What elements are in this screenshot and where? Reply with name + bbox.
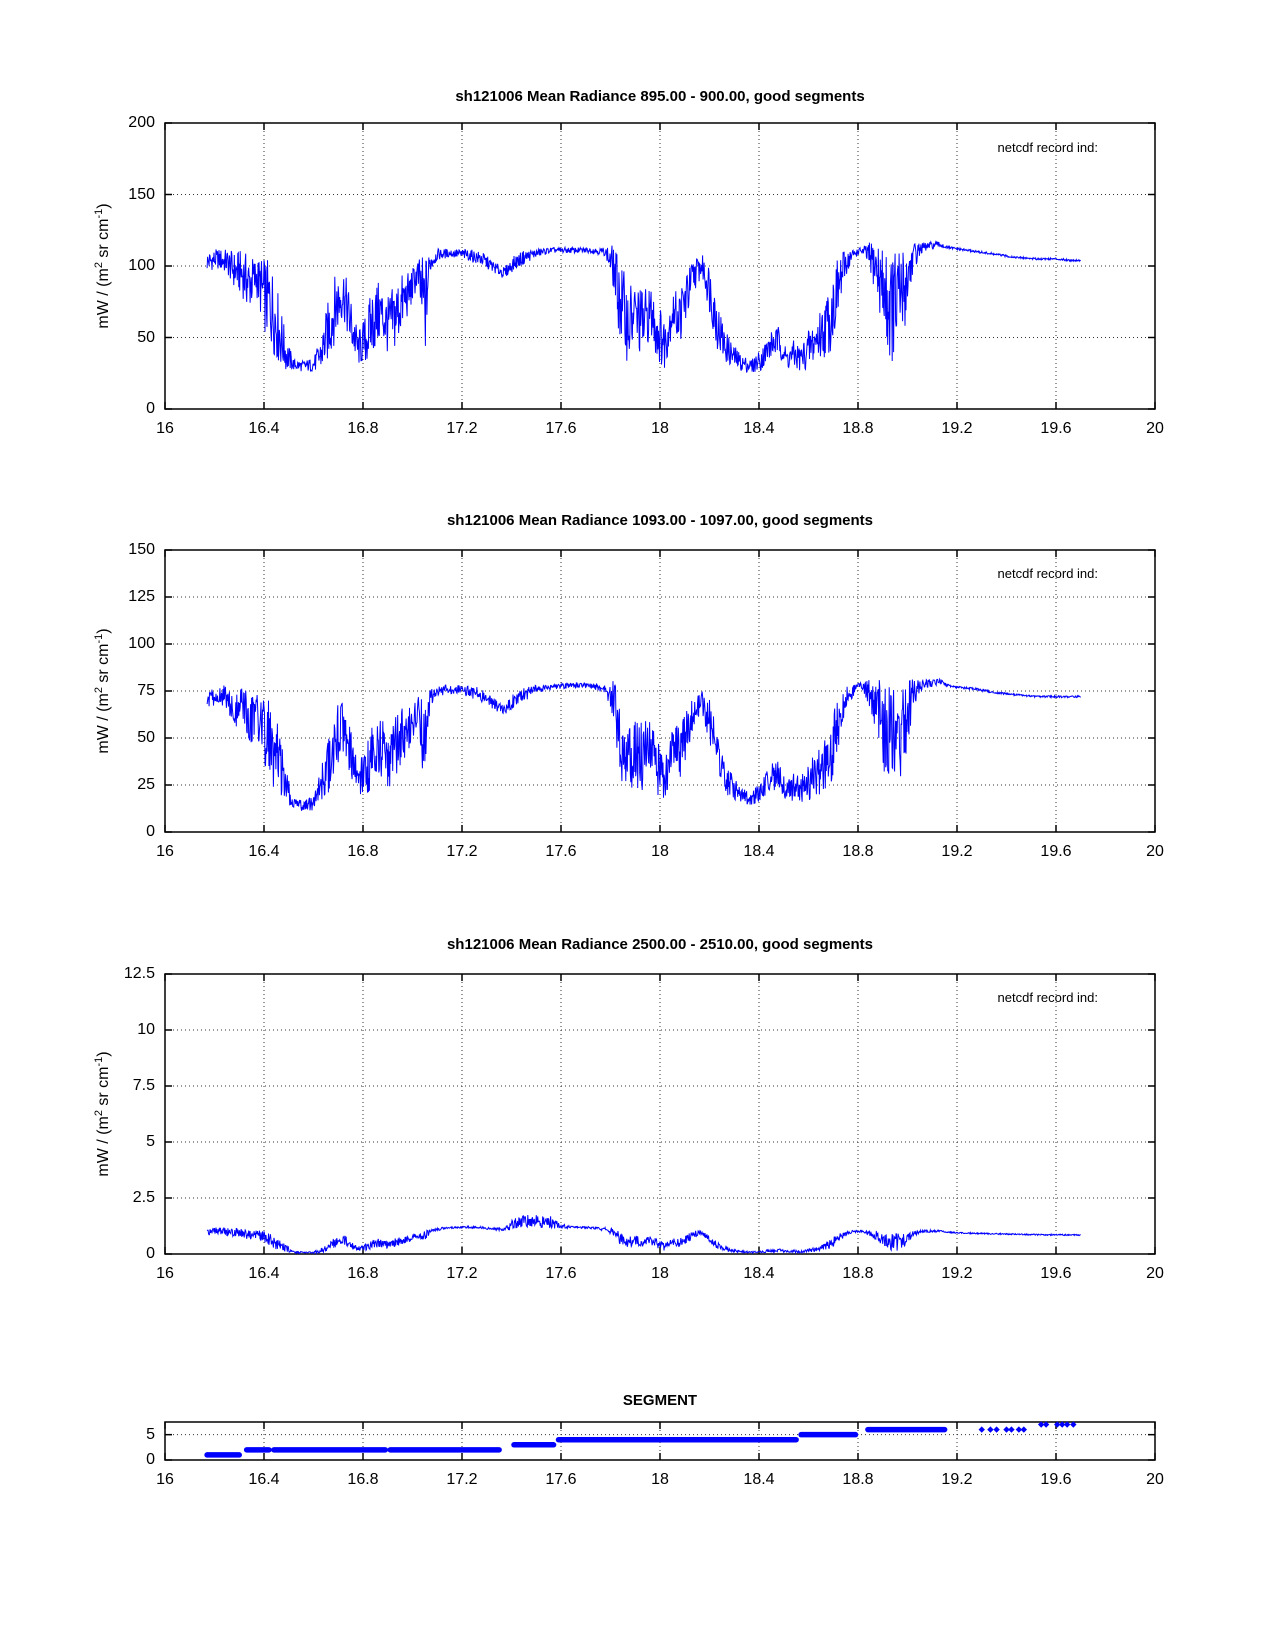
x-tick-label: 20 [1146,843,1164,860]
y-tick-label: 50 [137,729,155,746]
x-tick-label: 18.4 [743,843,775,860]
x-tick-label: 16 [156,843,174,860]
plot1-title: sh121006 Mean Radiance 895.00 - 900.00, good segments [455,88,865,105]
plot1-y-axis-label: mW / ($m^2$ sr $cm^{-1}$) [92,203,113,329]
x-tick-label: 18.4 [743,1471,775,1488]
x-tick-label: 16.4 [248,843,280,860]
segment-marker [993,1426,999,1432]
y-tick-label: 100 [128,257,155,274]
x-tick-label: 19.6 [1040,1265,1072,1282]
y-tick-label: 10 [137,1021,155,1038]
x-tick-label: 16.8 [347,1265,379,1282]
x-tick-label: 19.6 [1040,1471,1072,1488]
y-tick-label: 0 [146,1245,155,1262]
y-tick-label: 7.5 [132,1077,155,1094]
plot-1-axes [165,123,1155,409]
x-tick-label: 16.4 [248,1471,280,1488]
x-tick-label: 16.4 [248,1265,280,1282]
y-tick-label: 25 [137,776,155,793]
segment-marker [979,1426,985,1432]
x-tick-label: 19.6 [1040,420,1072,437]
y-tick-label: 200 [128,114,155,131]
x-tick-label: 18 [651,1471,669,1488]
y-tick-label: 150 [128,541,155,558]
x-tick-label: 16 [156,420,174,437]
x-tick-label: 18 [651,420,669,437]
x-tick-label: 19.2 [941,1471,973,1488]
y-tick-label: 75 [137,682,155,699]
y-tick-label: 125 [128,588,155,605]
y-tick-label: 5 [146,1133,155,1150]
plot2-netcdf-note: netcdf record ind: [997,566,1098,581]
x-tick-label: 17.6 [545,420,577,437]
x-tick-label: 16.8 [347,843,379,860]
plot3-y-axis-label: mW / ($m^2$ sr $cm^{-1}$) [92,1051,113,1177]
x-tick-label: 16.8 [347,1471,379,1488]
segment-marker [1021,1426,1027,1432]
y-tick-label: 0 [146,400,155,417]
x-tick-label: 16.8 [347,420,379,437]
x-tick-label: 16 [156,1265,174,1282]
plot3-netcdf-note: netcdf record ind: [997,990,1098,1005]
y-tick-label: 100 [128,635,155,652]
x-tick-label: 18 [651,843,669,860]
x-tick-label: 20 [1146,420,1164,437]
x-tick-label: 16.4 [248,420,280,437]
y-tick-label: 150 [128,185,155,203]
x-tick-label: 18.8 [842,420,874,437]
x-tick-label: 18.4 [743,420,775,437]
x-tick-label: 18 [651,1265,669,1282]
x-tick-label: 19.2 [941,420,973,437]
x-tick-label: 19.6 [1040,843,1072,860]
x-tick-label: 17.6 [545,1471,577,1488]
y-tick-label: 5 [146,1425,155,1443]
y-tick-label: 2.5 [132,1189,155,1206]
segment-marker [1008,1426,1014,1432]
radiance-data-line [207,242,1081,373]
x-tick-label: 17.6 [545,843,577,860]
x-tick-label: 18.8 [842,843,874,860]
y-tick-label: 50 [137,328,155,346]
x-tick-label: 18.4 [743,1265,775,1282]
x-tick-label: 20 [1146,1265,1164,1282]
plot-3-axes [165,974,1155,1254]
segment-marker [987,1426,993,1432]
segment-plot-title: SEGMENT [622,1392,698,1409]
x-tick-label: 17.6 [545,1265,577,1282]
x-tick-label: 19.2 [941,843,973,860]
x-tick-label: 20 [1146,1471,1164,1488]
plot2-y-axis-label: mW / ($m^2$ sr $cm^{-1}$) [92,628,113,754]
x-tick-label: 17.2 [446,420,478,437]
x-tick-label: 18.8 [842,1471,874,1488]
plot2-title: sh121006 Mean Radiance 1093.00 - 1097.00, good segments [446,512,874,529]
x-tick-label: 19.2 [941,1265,973,1282]
plot1-netcdf-note: netcdf record ind: [997,140,1098,155]
y-tick-label: 0 [146,823,155,840]
x-tick-label: 18.8 [842,1265,874,1282]
radiance-data-line [207,679,1081,811]
x-tick-label: 17.2 [446,1265,478,1282]
plot3-title: sh121006 Mean Radiance 2500.00 - 2510.00, good segments [446,936,874,953]
x-tick-label: 17.2 [446,1471,478,1488]
y-tick-label: 0 [146,1451,155,1468]
x-tick-label: 16 [156,1471,174,1488]
plot-4-axes [165,1421,1155,1460]
x-tick-label: 17.2 [446,843,478,860]
radiance-data-line [207,1215,1081,1254]
y-tick-label: 12.5 [123,965,155,982]
plot-2-axes [165,550,1155,832]
